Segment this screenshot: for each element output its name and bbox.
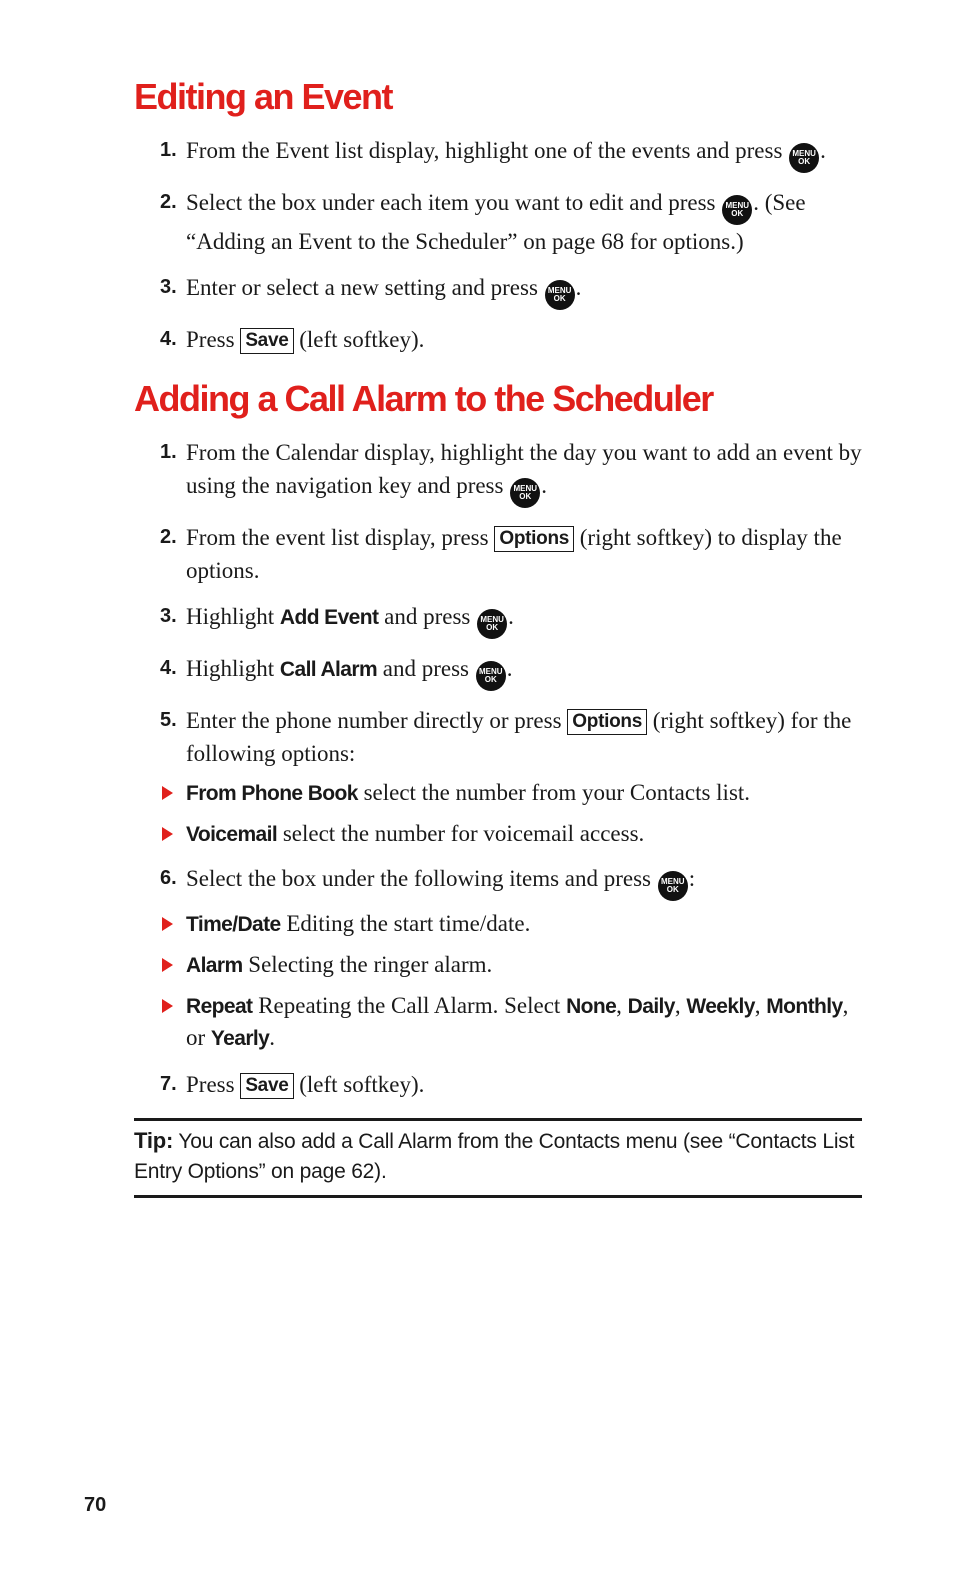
page-number: 70: [84, 1494, 107, 1516]
step-end: . (See “Adding an Event to the Scheduler” on page 68 for options.): [186, 190, 806, 254]
menu-option-name: Add Event: [279, 606, 379, 629]
list-item: [134, 271, 862, 310]
step-end: .: [820, 138, 826, 163]
separator: ,: [754, 993, 761, 1018]
step-text: (right softkey) for the following options:: [186, 708, 852, 766]
option-name: Voicemail: [186, 823, 278, 846]
step-text: (left softkey).: [299, 1072, 425, 1097]
triangle-right-icon: [162, 786, 173, 800]
step-end: .: [508, 604, 514, 629]
list-item: [134, 323, 862, 356]
list-item: [134, 436, 862, 508]
step-number: 2.: [160, 526, 177, 548]
menu-ok-icon: MENU OK: [722, 195, 752, 225]
step-text: (right softkey) to display the options.: [186, 525, 842, 583]
editing-event-steps: [134, 134, 862, 356]
list-item: [134, 1068, 862, 1101]
list-item: [134, 652, 862, 691]
step-number: 5.: [160, 709, 177, 731]
step-text: Enter the phone number directly or press: [186, 708, 562, 733]
step-end: :: [688, 866, 696, 891]
bullet-item: [134, 990, 862, 1054]
option-text: Selecting the ringer alarm.: [248, 952, 493, 977]
step-end: .: [541, 473, 547, 498]
bullet-item: [134, 949, 862, 981]
step-number: 4.: [160, 657, 177, 679]
list-item: [134, 862, 862, 901]
list-item: [134, 521, 862, 587]
menu-ok-icon: MENU OK: [476, 661, 506, 691]
step-number: 7.: [160, 1073, 177, 1095]
section-title-adding-call-alarm: Adding a Call Alarm to the Scheduler: [134, 378, 713, 419]
option-text: Repeating the Call Alarm. Select: [258, 993, 561, 1018]
step-number: 3.: [160, 605, 177, 627]
menu-ok-icon: MENU OK: [658, 871, 688, 901]
step-text: and press: [382, 656, 469, 681]
step-text: (left softkey).: [299, 327, 425, 352]
step-text: Highlight: [186, 656, 275, 681]
tip-label: Tip:: [134, 1128, 174, 1153]
separator: .: [269, 1025, 275, 1050]
save-softkey-label: Save: [240, 328, 293, 354]
option-text: select the number from your Contacts list.: [363, 780, 751, 805]
page-content: [134, 70, 862, 1198]
tip-box: [134, 1118, 862, 1198]
repeat-option: Daily: [627, 995, 675, 1018]
repeat-option: Monthly: [766, 995, 843, 1018]
step-text: Select the box under the following items and press: [186, 866, 652, 891]
step-text: Select the box under each item you want to edit and press: [186, 190, 716, 215]
step-text: Enter or select a new setting and press: [186, 275, 538, 300]
bullet-item: [134, 818, 862, 850]
triangle-right-icon: [162, 958, 173, 972]
options-softkey-label: Options: [567, 709, 647, 735]
step-number: 2.: [160, 191, 177, 213]
step-number: 6.: [160, 867, 177, 889]
step-number: 3.: [160, 276, 177, 298]
tip-text: You can also add a Call Alarm from the Contacts menu (see “Contacts List Entry Options” on page 62).: [134, 1130, 855, 1183]
option-name: Time/Date: [186, 913, 281, 936]
menu-ok-icon: MENU OK: [510, 478, 540, 508]
list-item: [134, 134, 862, 173]
list-item: [134, 186, 862, 258]
menu-ok-icon: MENU OK: [545, 280, 575, 310]
menu-ok-icon: MENU OK: [789, 143, 819, 173]
option-name: From Phone Book: [186, 782, 358, 805]
option-name: Repeat: [186, 995, 253, 1018]
repeat-option: Yearly: [210, 1027, 270, 1050]
step-number: 1.: [160, 441, 177, 463]
repeat-option: Weekly: [686, 995, 755, 1018]
separator: ,: [616, 993, 622, 1018]
bullet-item: [134, 908, 862, 940]
step-number: 1.: [160, 139, 177, 161]
option-name: Alarm: [186, 954, 243, 977]
step-text: From the event list display, press: [186, 525, 489, 550]
step-text: Highlight: [186, 604, 275, 629]
save-softkey-label: Save: [240, 1073, 293, 1099]
option-text: Editing the start time/date.: [286, 911, 531, 936]
step-text: From the Calendar display, highlight the day you want to add an event by using the navigation key and press: [186, 440, 862, 498]
menu-option-name: Call Alarm: [279, 658, 378, 681]
repeat-option: None: [566, 995, 617, 1018]
option-text: select the number for voicemail access.: [282, 821, 645, 846]
section-title-editing-event: Editing an Event: [134, 76, 393, 117]
step-number: 4.: [160, 328, 177, 350]
triangle-right-icon: [162, 999, 173, 1013]
step-text: From the Event list display, highlight one of the events and press: [186, 138, 783, 163]
list-item: [134, 600, 862, 639]
bullet-item: [134, 777, 862, 809]
menu-ok-icon: MENU OK: [477, 609, 507, 639]
triangle-right-icon: [162, 827, 173, 841]
triangle-right-icon: [162, 917, 173, 931]
list-item: [134, 704, 862, 770]
step-text: and press: [384, 604, 471, 629]
options-softkey-label: Options: [494, 526, 574, 552]
step-end: .: [506, 656, 513, 681]
step-text: Press: [186, 1072, 235, 1097]
step-text: Press: [186, 327, 235, 352]
separator: ,: [674, 993, 681, 1018]
separator: , or: [186, 993, 849, 1050]
call-alarm-steps: [134, 436, 862, 1101]
step-end: .: [575, 275, 582, 300]
